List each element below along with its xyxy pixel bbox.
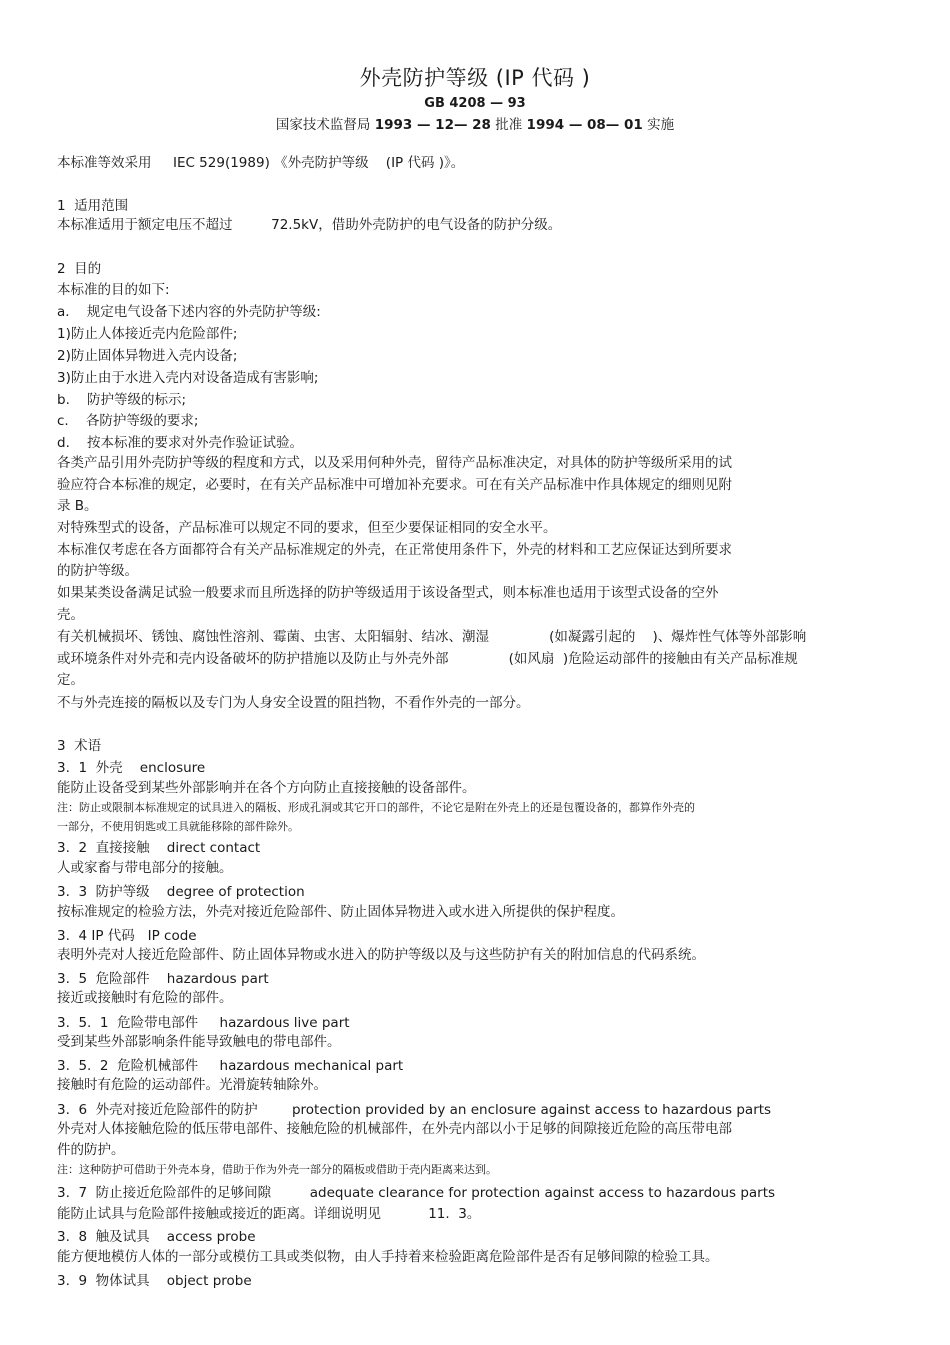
body-line: 或环境条件对外壳和壳内设备破坏的防护措施以及防止与外壳外部 (如风扇 )危险运动部件的接触由有关产品标准规 [57,651,798,667]
standard-code: GB 4208 — 93 [424,96,526,111]
approval-authority: 国家技术监督局 [275,117,375,133]
term-heading: 3. 2 直接接触 direct contact [57,840,261,856]
body-line: 对特殊型式的设备，产品标准可以规定不同的要求，但至少要保证相同的安全水平。 [57,520,557,536]
list-item: 1)防止人体接近壳内危险部件; [57,326,238,342]
section-heading: 1 适用范围 [57,198,129,214]
intro-paragraph: 本标准等效采用 IEC 529(1989) 《外壳防护等级 (IP 代码 )》。 [57,155,465,171]
term-definition: 能防止设备受到某些外部影响并在各个方向防止直接接触的设备部件。 [57,780,476,796]
body-line: 壳。 [57,607,84,623]
body-line: 如果某类设备满足试验一般要求而且所选择的防护等级适用于该设备型式，则本标准也适用于该型式设备的空外 [57,585,719,601]
list-item: c. 各防护等级的要求; [57,413,199,429]
body-line: 本标准适用于额定电压不超过 72.5kV，借助外壳防护的电气设备的防护分级。 [57,217,562,233]
term-definition: 接触时有危险的运动部件。光滑旋转轴除外。 [57,1077,327,1093]
list-item: d. 按本标准的要求对外壳作验证试验。 [57,435,304,451]
body-line: 本标准仅考虑在各方面都符合有关产品标准规定的外壳，在正常使用条件下，外壳的材料和工艺应保证达到所要求 [57,542,732,558]
term-definition: 受到某些外部影响条件能导致触电的带电部件。 [57,1034,341,1050]
body-line: 录 B。 [57,498,98,514]
term-heading: 3. 5. 1 危险带电部件 hazardous live part [57,1015,350,1031]
document-title: 外壳防护等级 (IP 代码 ) [359,66,591,90]
list-item: a. 规定电气设备下述内容的外壳防护等级: [57,304,321,320]
body-line: 定。 [57,672,84,688]
section-heading: 2 目的 [57,261,102,277]
list-item: b. 防护等级的标示; [57,392,187,408]
body-line: 的防护等级。 [57,563,138,579]
body-line: 本标准的目的如下: [57,282,170,298]
list-item: 2)防止固体异物进入壳内设备; [57,348,238,364]
note-line: 一部分，不使用钥匙或工具就能移除的部件除外。 [57,820,299,833]
note-line: 注：这种防护可借助于外壳本身，借助于作为外壳一部分的隔板或借助于壳内距离来达到。 [57,1163,497,1176]
approval-label: 批准 [490,117,527,133]
approval-line [0,113,950,133]
list-item: 3)防止由于水进入壳内对设备造成有害影响; [57,370,319,386]
effective-date: 1994 — 08— 01 [526,117,643,133]
approval-date: 1993 — 12— 28 [374,117,491,133]
body-line: 验应符合本标准的规定，必要时，在有关产品标准中可增加补充要求。可在有关产品标准中作具体规定的细则见附 [57,477,732,493]
term-heading: 3. 1 外壳 enclosure [57,760,206,776]
term-heading: 3. 5 危险部件 hazardous part [57,971,269,987]
term-heading: 3. 3 防护等级 degree of protection [57,884,305,900]
term-definition: 人或家畜与带电部分的接触。 [57,860,233,876]
term-heading: 3. 8 触及试具 access probe [57,1229,256,1245]
effective-label: 实施 [642,117,675,133]
term-definition: 表明外壳对人接近危险部件、防止固体异物或水进入的防护等级以及与这些防护有关的附加信息的代码系统。 [57,947,705,963]
term-heading: 3. 4 IP 代码 IP code [57,928,197,944]
term-heading: 3. 6 外壳对接近危险部件的防护 protection provided by an enclosure against access to hazardous parts [57,1102,772,1118]
term-definition: 接近或接触时有危险的部件。 [57,990,233,1006]
body-line: 各类产品引用外壳防护等级的程度和方式，以及采用何种外壳，留待产品标准决定，对具体的防护等级所采用的试 [57,455,732,471]
term-definition: 外壳对人体接触危险的低压带电部件、接触危险的机械部件，在外壳内部以小于足够的间隙接近危险的高压带电部 [57,1121,732,1137]
term-definition: 按标准规定的检验方法，外壳对接近危险部件、防止固体异物进入或水进入所提供的保护程度。 [57,904,624,920]
body-line: 有关机械损坏、锈蚀、腐蚀性溶剂、霉菌、虫害、太阳辐射、结冰、潮湿 (如凝露引起的 )、爆炸性气体等外部影响 [57,629,807,645]
note-line: 注：防止或限制本标准规定的试具进入的隔板、形成孔洞或其它开口的部件，不论它是附在外壳上的还是包覆设备的，都算作外壳的 [57,801,695,814]
term-definition: 能方便地模仿人体的一部分或模仿工具或类似物，由人手持着来检验距离危险部件是否有足够间隙的检验工具。 [57,1249,719,1265]
body-line: 不与外壳连接的隔板以及专门为人身安全设置的阻挡物，不看作外壳的一部分。 [57,695,530,711]
term-heading: 3. 9 物体试具 object probe [57,1273,252,1289]
term-heading: 3. 5. 2 危险机械部件 hazardous mechanical part [57,1058,404,1074]
term-heading: 3. 7 防止接近危险部件的足够间隙 adequate clearance for protection against access to hazardous parts [57,1185,776,1201]
term-definition: 件的防护。 [57,1142,125,1158]
section-heading: 3 术语 [57,738,102,754]
term-definition: 能防止试具与危险部件接触或接近的距离。详细说明见 11. 3。 [57,1206,481,1222]
